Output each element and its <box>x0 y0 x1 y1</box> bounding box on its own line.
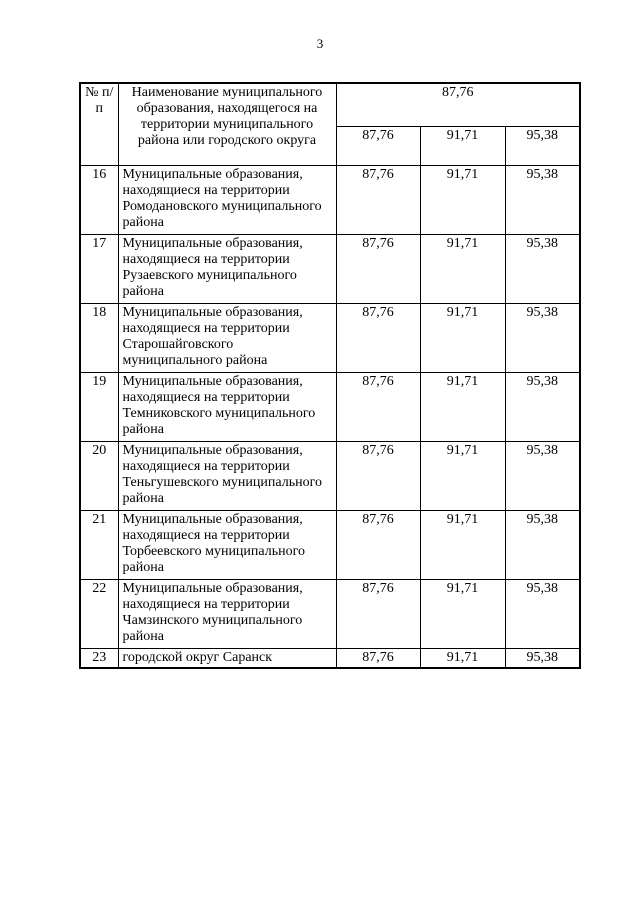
row-num: 21 <box>80 511 118 580</box>
row-value-2: 91,71 <box>420 580 505 649</box>
row-value-2: 91,71 <box>420 373 505 442</box>
row-name: Муниципальные образования, находящиеся на территории Старошайговского муниципального района <box>118 304 336 373</box>
row-num: 17 <box>80 235 118 304</box>
row-value-2: 91,71 <box>420 166 505 235</box>
row-name: Муниципальные образования, находящиеся на территории Чамзинского муниципального района <box>118 580 336 649</box>
row-value-3: 95,38 <box>505 511 580 580</box>
row-name: Муниципальные образования, находящиеся на территории Темниковского муниципального района <box>118 373 336 442</box>
row-value-2: 91,71 <box>420 511 505 580</box>
row-value-1: 87,76 <box>336 580 420 649</box>
page-number: 3 <box>316 36 324 51</box>
row-name: Муниципальные образования, находящиеся на территории Торбеевского муниципального района <box>118 511 336 580</box>
row-name: Муниципальные образования, находящиеся на территории Рузаевского муниципального района <box>118 235 336 304</box>
table-row <box>80 235 580 304</box>
data-table <box>79 82 581 669</box>
row-value-3: 95,38 <box>505 373 580 442</box>
row-num: 22 <box>80 580 118 649</box>
row-value-2: 91,71 <box>420 649 505 669</box>
row-name: Муниципальные образования, находящиеся на территории Теньгушевского муниципального района <box>118 442 336 511</box>
row-value-1: 87,76 <box>336 511 420 580</box>
table-row <box>80 166 580 235</box>
row-value-3: 95,38 <box>505 580 580 649</box>
header-row <box>80 83 580 127</box>
row-value-1: 87,76 <box>336 304 420 373</box>
header-num-cell: № п/п <box>80 83 118 166</box>
row-num: 23 <box>80 649 118 669</box>
table-row <box>80 442 580 511</box>
table-row <box>80 580 580 649</box>
header-span-value: 87,76 <box>336 83 580 127</box>
row-value-3: 95,38 <box>505 166 580 235</box>
row-value-3: 95,38 <box>505 442 580 511</box>
header-value-1: 87,76 <box>336 127 420 166</box>
row-value-1: 87,76 <box>336 235 420 304</box>
header-value-3: 95,38 <box>505 127 580 166</box>
header-name-cell: Наименование муниципального образования, находящегося на территории муниципального района или городского округа <box>118 83 336 166</box>
row-value-3: 95,38 <box>505 304 580 373</box>
row-name: Муниципальные образования, находящиеся на территории Ромодановского муниципального района <box>118 166 336 235</box>
table-row <box>80 373 580 442</box>
row-value-3: 95,38 <box>505 235 580 304</box>
table-row <box>80 304 580 373</box>
row-num: 16 <box>80 166 118 235</box>
table-row <box>80 511 580 580</box>
row-name: городской округ Саранск <box>118 649 336 669</box>
header-value-2: 91,71 <box>420 127 505 166</box>
row-value-1: 87,76 <box>336 442 420 511</box>
row-value-1: 87,76 <box>336 649 420 669</box>
row-num: 19 <box>80 373 118 442</box>
row-value-2: 91,71 <box>420 235 505 304</box>
row-num: 20 <box>80 442 118 511</box>
row-value-1: 87,76 <box>336 166 420 235</box>
row-value-2: 91,71 <box>420 442 505 511</box>
row-value-1: 87,76 <box>336 373 420 442</box>
row-num: 18 <box>80 304 118 373</box>
table-row <box>80 649 580 669</box>
row-value-2: 91,71 <box>420 304 505 373</box>
row-value-3: 95,38 <box>505 649 580 669</box>
